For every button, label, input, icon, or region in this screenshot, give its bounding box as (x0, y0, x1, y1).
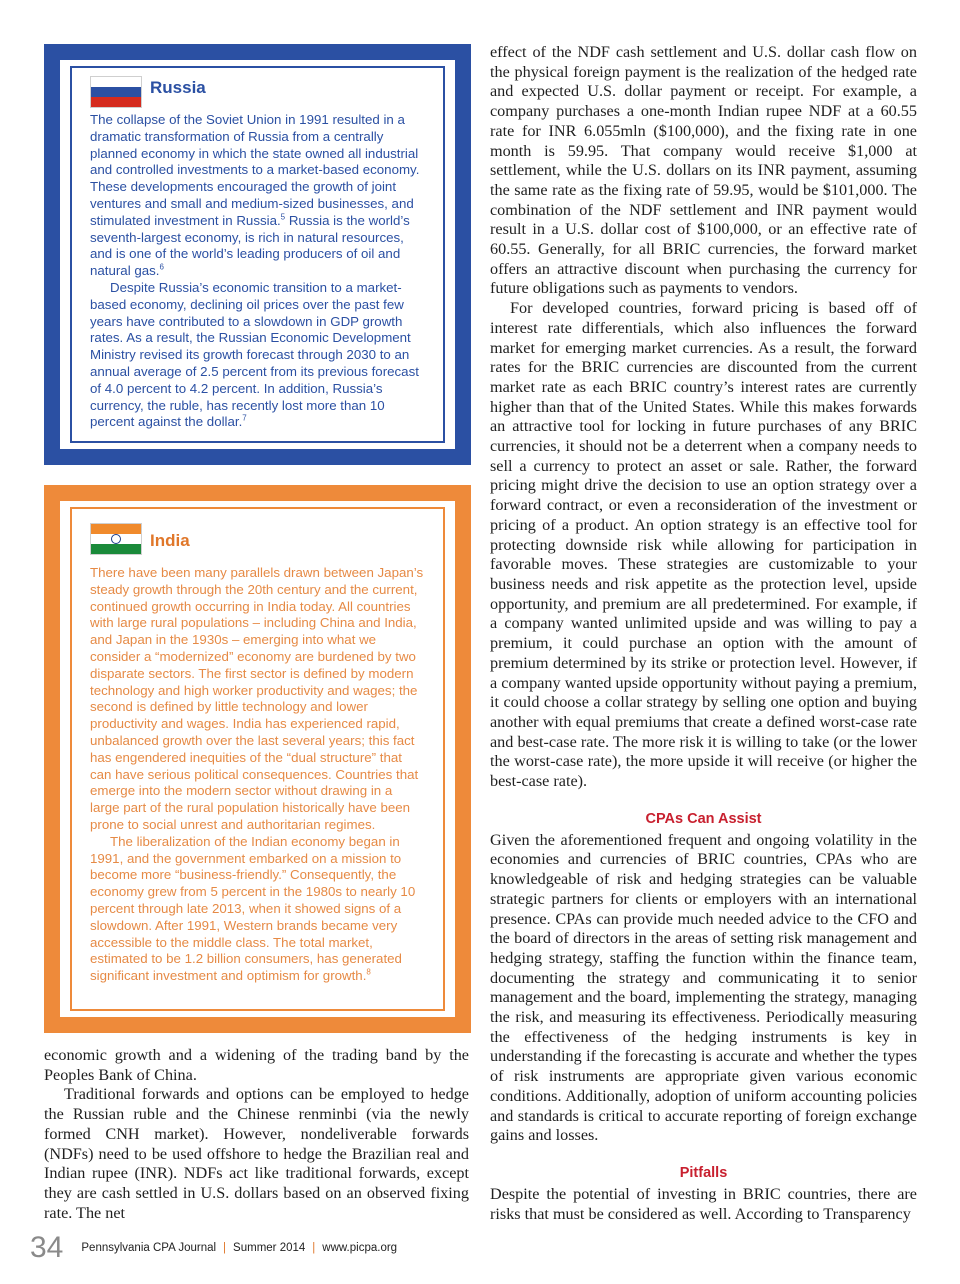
india-paragraph-1: There have been many parallels drawn between Japan’s steady growth through the 20th century and the current, continued growth occurring in India today. All countries with large rural populations – including China and India, and Japan in the 1930s – emerging into what we consider a “modernized” economy are burdened by two disparate sectors. The first sector is defined by modern technology and high worker productivity and wages; the second is defined by little technology and lower productivity and wages. India has experienced rapid, unbalanced growth over the last several years; this fact has engendered inequities of the “dual structure” that can have serious political consequences. Countries that emerge into the modern sector without drawing in a large part of the rural population historically have been prone to social unrest and authoritarian regimes. (90, 565, 424, 832)
footnote-ref: 5 (280, 212, 286, 222)
website-link[interactable]: www.picpa.org (322, 1242, 398, 1254)
publication-name: Pennsylvania CPA Journal (81, 1242, 217, 1254)
left-paragraph-2: Traditional forwards and options can be employed to hedge the Russian ruble and the Chinese renminbi (via the newly formed CNH market). However, nondeliverable forwards (NDFs) need to be used offshore to hedge the Brazilian real and Indian rupee (INR). NDFs act like traditional forwards, except they are cash settled in U.S. dollars based on an observed fixing rate. The net (44, 1085, 469, 1222)
india-flag-icon (90, 523, 142, 555)
india-body (90, 565, 425, 985)
left-column-text (44, 1046, 469, 1223)
russia-paragraph-1 (90, 112, 425, 280)
india-p2-text: The liberalization of the Indian economy began in 1991, and the government embarked on a mission to become more “business-friendly.” Consequently, the economy grew from 5 percent in the 1980s to nearly 10 percent through late 2013, when it showed signs of a slowdown. After 1991, Western brands became very accessible to the middle class. The total market, estimated to be 1.2 billion consumers, has generated significant investment and optimism for growth. (90, 833, 416, 984)
right-paragraph-4: Despite the potential of investing in BRIC countries, there are risks that must be considered as well. According to Transparency (490, 1184, 917, 1223)
india-paragraph-2 (90, 834, 425, 985)
footnote-ref: 8 (366, 967, 371, 977)
footnote-ref: 7 (242, 413, 247, 423)
right-paragraph-3: Given the aforementioned frequent and ongoing volatility in the economies and currencies of BRIC countries, CPAs who are knowledgeable of risk and hedging strategies can be valuable strategic partners for clients or employers with an international presence. CPAs can provide much needed advice to the CFO and the board of directors in the areas of setting risk management and hedging strategy, staffing the function within the finance team, documenting the strategy and communicating it to senior management and the board, implementing the strategy, managing the risk, and measuring its effectiveness. Periodically measuring the effectiveness of the hedging instruments is key in understanding if the forecasting is accurate and whether the types of risk instruments are appropriate given various economic conditions. Additionally, adoption of uniform accounting policies and standards is critical to accurate reporting of foreign exchange gains and losses. (490, 830, 917, 1145)
india-sidebar (44, 485, 471, 1033)
russia-p1b-text: Russia is the world’s seventh-largest economy, is rich in natural resources, and is one of the world’s leading producers of oil and natural gas. (90, 212, 410, 279)
right-paragraph-2: For developed countries, forward pricing is based off of interest rate differentials, which also influences the forward market for emerging market currencies. As a result, the forward rates for the BRIC currencies are discounted from the current market rate as each BRIC country’s interest rates are currently higher than that of the United States. While this makes forwards an attractive tool for locking in future purchases of any BRIC currencies, it should not be a deterrent when a company needs to sell a currency to protect an asset or sale. Rather, the forward pricing might drive the decision to use an option strategy over a forward contract, or even a reconsideration of the investment or pricing of a product. An option strategy is an effective tool for protecting downside risk while allowing for participation in favorable moves. These strategies are customizable to your business needs and risk appetite as the protection level, upside opportunity, and premium are all predetermined. For example, if a company wanted unlimited upside and was willing to pay a premium, it could purchase an option with the amount of premium determined by its strike or protection level. However, if a company wanted upside opportunity without paying a premium, it could choose a collar strategy by selling one option and buying another with equal premiums that create a defined worst-case rate and best-case rate. The more risk it is willing to take (or the lower the worst-case rate), the more upside it will receive (or higher the best-case rate). (490, 299, 917, 791)
page-number: 34 (30, 1231, 64, 1264)
page-footer (30, 1232, 397, 1264)
russia-paragraph-2 (90, 280, 425, 431)
russia-title: Russia (150, 78, 206, 97)
issue-date: Summer 2014 (233, 1242, 306, 1254)
russia-flag-icon (90, 76, 142, 108)
chakra-icon (111, 534, 121, 544)
footer-separator: | (223, 1242, 227, 1254)
india-title: India (150, 531, 190, 550)
footnote-ref: 6 (159, 262, 164, 272)
right-column-text (490, 43, 917, 1224)
russia-sidebar (44, 44, 471, 465)
left-paragraph-1: economic growth and a widening of the trading band by the Peoples Bank of China. (44, 1046, 469, 1084)
russia-p2-text: Despite Russia’s economic transition to a market-based economy, declining oil prices over the past few years have contributed to a slowdown in GDP growth rates. As a result, the Russian Economic Development Ministry revised its growth forecast through 2030 to an annual average of 2.5 percent from its previous forecast of 4.0 percent to 4.2 percent. In addition, Russia’s currency, the ruble, has recently lost more than 10 percent against the dollar. (90, 279, 419, 430)
section-heading-pitfalls: Pitfalls (679, 1164, 728, 1181)
russia-p1-text: The collapse of the Soviet Union in 1991 resulted in a dramatic transformation of Russia from a centrally planned economy in which the state owned all industrial and controlled investments to a market-based economy. These developments encouraged the growth of joint ventures and small and medium-sized businesses, and stimulated investment in Russia. (90, 112, 420, 228)
right-paragraph-1: effect of the NDF cash settlement and U.S. dollar cash flow on the physical foreign payment is the realization of the hedged rate and expected U.S. dollar payment or receipt. For example, a company purchases a one-month Indian rupee NDF at a 60.55 rate for INR 6.055mln ($100,000), and the fixing rate in one month is 59.95. That company would receive $1,000 at settlement, while the U.S. dollars on its INR payment, assuming the same rate as the fixing rate of 59.95, would be $101,000. The combination of the NDF settlement and INR payment would result in a U.S. dollar cost of $100,000, or an effective rate of 60.55. Generally, for all BRIC currencies, the forward market offers an attractive discount when purchasing the currency for future obligations such as payments to vendors. (490, 43, 917, 298)
section-heading-cpas: CPAs Can Assist (645, 810, 762, 827)
footer-separator: | (312, 1242, 316, 1254)
russia-body (90, 112, 425, 431)
